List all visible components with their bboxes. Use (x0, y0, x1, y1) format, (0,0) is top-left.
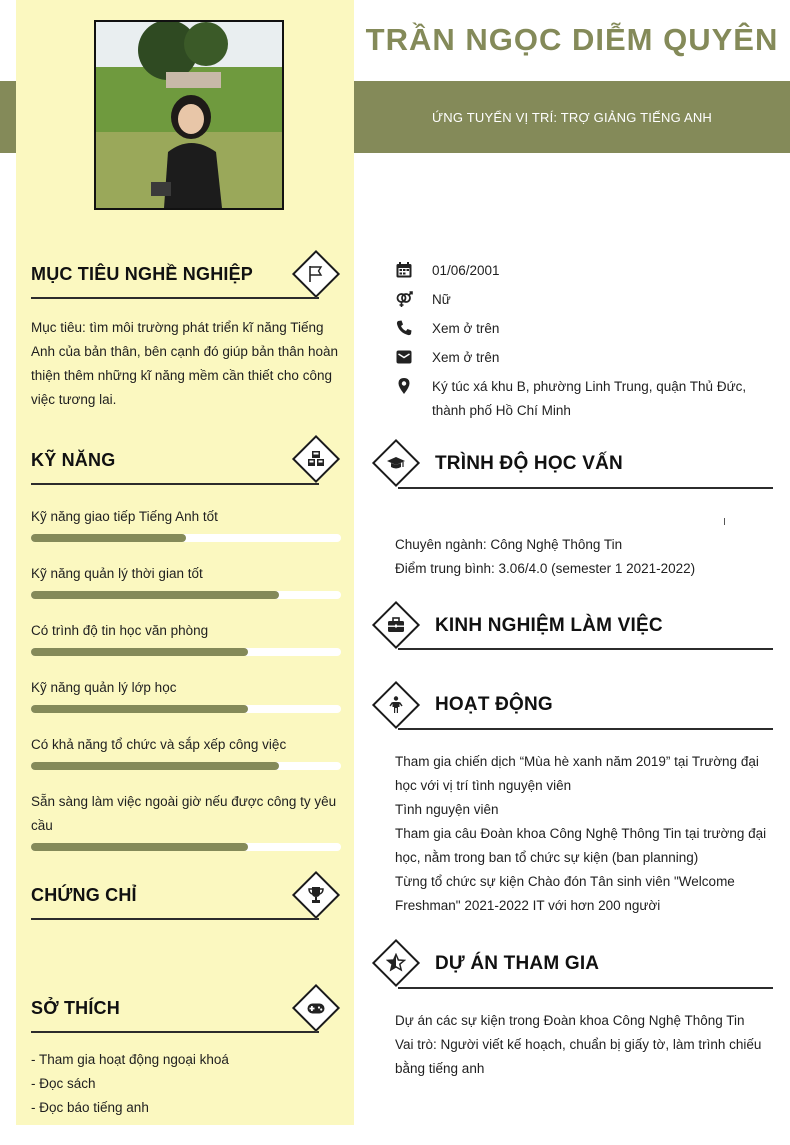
skill-label: Kỹ năng quản lý thời gian tốt (31, 566, 203, 581)
education-line: Điểm trung bình: 3.06/4.0 (semester 1 2021-2022) (395, 561, 696, 576)
objective-text: Mục tiêu: tìm môi trường phát triển kĩ năng Tiếng Anh của bản thân, bên cạnh đó giúp bản thân hoàn thiện thêm những kĩ năng mềm cần thiết cho công việc tương lai. (31, 320, 339, 407)
skill-label: Có trình độ tin học văn phòng (31, 623, 209, 638)
hobby-item: - Tham gia hoạt động ngoại khoá (31, 1052, 229, 1067)
phone-row (394, 317, 774, 341)
star-icon (379, 946, 413, 980)
email-icon (394, 346, 414, 368)
project-line: Vai trò: Người viết kế hoạch, chuẩn bị giấy tờ, làm trình chiếu bằng tiếng anh (395, 1037, 762, 1076)
experience-rule (398, 648, 773, 650)
candidate-name: TRẦN NGỌC DIỄM QUYÊN (365, 22, 779, 57)
address-row (394, 375, 764, 423)
hobbies-rule (31, 1031, 319, 1033)
flag-icon (299, 257, 333, 291)
education-rule (398, 487, 773, 489)
certificates-title: CHỨNG CHỈ (31, 885, 137, 905)
graduation-cap-icon (379, 446, 413, 480)
trophy-icon (299, 878, 333, 912)
email-text: Xem ở trên (432, 350, 500, 365)
project-line: Dự án các sự kiện trong Đoàn khoa Công Nghệ Thông Tin (395, 1013, 745, 1028)
person-icon (379, 688, 413, 722)
skill-label: Kỹ năng giao tiếp Tiếng Anh tốt (31, 509, 218, 524)
gender-icon (394, 288, 414, 310)
profile-photo (94, 20, 284, 210)
header-band-left (0, 81, 16, 153)
objective-rule (31, 297, 319, 299)
skill-label: Kỹ năng quản lý lớp học (31, 680, 177, 695)
projects-rule (398, 987, 773, 989)
education-title: TRÌNH ĐỘ HỌC VẤN (435, 453, 623, 474)
position-title: ỨNG TUYỂN VỊ TRÍ: TRỢ GIẢNG TIẾNG ANH (431, 109, 713, 125)
gamepad-icon (299, 991, 333, 1025)
location-icon (394, 375, 414, 397)
projects-title: DỰ ÁN THAM GIA (435, 953, 600, 974)
activities-title: HOẠT ĐỘNG (435, 694, 553, 715)
skill-bar (31, 705, 341, 713)
skill-bar (31, 843, 341, 851)
birthdate-row (394, 259, 774, 283)
objective-title: MỤC TIÊU NGHỀ NGHIỆP (31, 264, 254, 284)
gender-row (394, 288, 774, 312)
skills-title: KỸ NĂNG (31, 450, 116, 470)
activity-line: Tình nguyện viên (395, 802, 499, 817)
birthdate-text: 01/06/2001 (432, 263, 500, 278)
hobbies-title: SỞ THÍCH (31, 998, 120, 1018)
stray-mark (724, 518, 725, 525)
email-row (394, 346, 774, 370)
address-text: Ký túc xá khu B, phường Linh Trung, quận Thủ Đức, thành phố Hồ Chí Minh (432, 379, 747, 418)
activity-line: Tham gia chiến dịch “Mùa hè xanh năm 2019” tại Trường đại học với vị trí tình nguyện viên (395, 754, 759, 793)
activities-rule (398, 728, 773, 730)
phone-text: Xem ở trên (432, 321, 500, 336)
skill-bar (31, 762, 341, 770)
skills-rule (31, 483, 319, 485)
phone-icon (394, 317, 414, 339)
skill-label: Sẵn sàng làm việc ngoài giờ nếu được công ty yêu cầu (31, 794, 337, 833)
cubes-icon (299, 442, 333, 476)
education-line: Chuyên ngành: Công Nghệ Thông Tin (395, 537, 623, 552)
calendar-icon (394, 259, 414, 281)
hobby-item: - Đọc sách (31, 1076, 96, 1091)
gender-text: Nữ (432, 292, 451, 307)
certificates-rule (31, 918, 319, 920)
skill-bar (31, 534, 341, 542)
experience-title: KINH NGHIỆM LÀM VIỆC (435, 615, 663, 636)
hobby-item: - Đọc báo tiếng anh (31, 1100, 149, 1115)
skill-label: Có khả năng tổ chức và sắp xếp công việc (31, 737, 287, 752)
briefcase-icon (379, 608, 413, 642)
activity-line: Từng tổ chức sự kiện Chào đón Tân sinh viên "Welcome Freshman" 2021-2022 IT với hơn 200 người (395, 874, 735, 913)
skill-bar (31, 648, 341, 656)
skill-bar (31, 591, 341, 599)
activity-line: Tham gia câu Đoàn khoa Công Nghệ Thông Tin tại trường đại học, nằm trong ban tổ chức sự kiện (ban planning) (395, 826, 767, 865)
